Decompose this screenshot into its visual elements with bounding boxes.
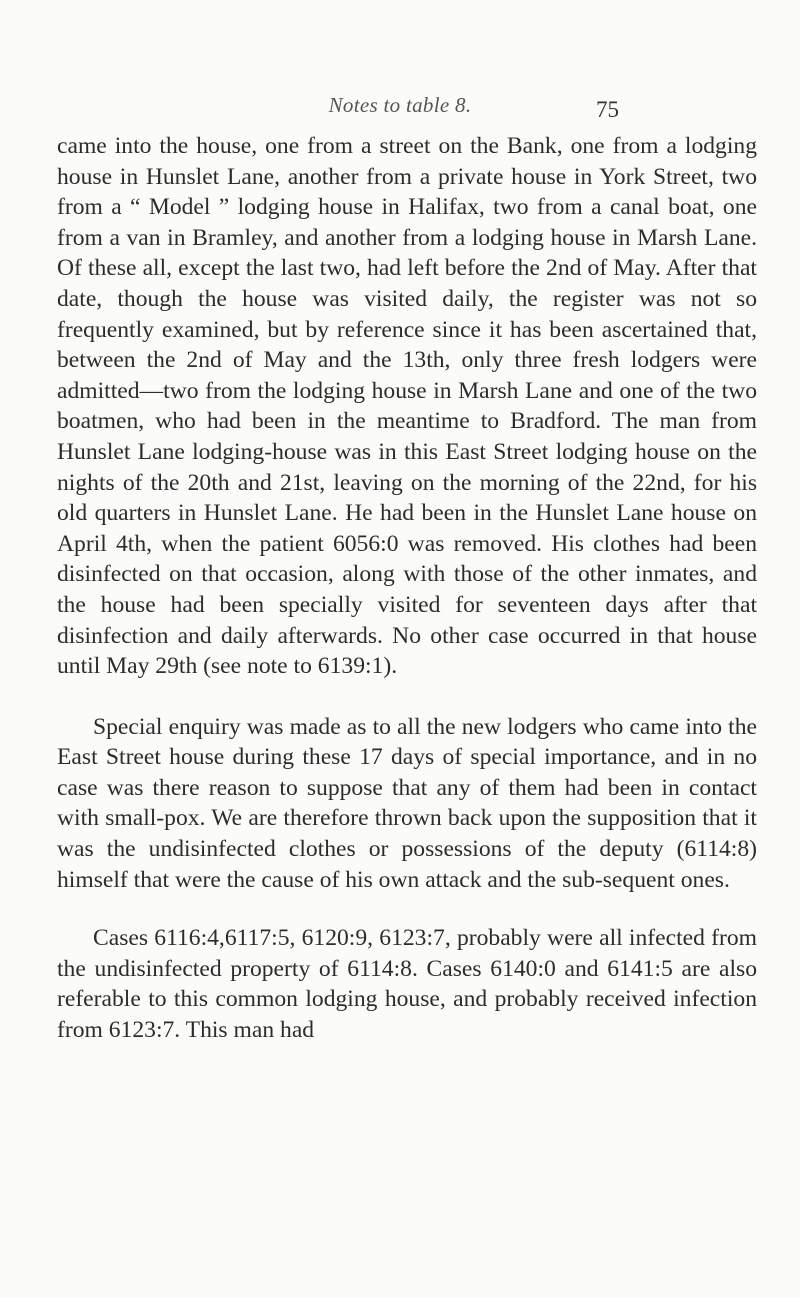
paragraph-2: Special enquiry was made as to all the new lodgers who came into the East Street house during these 17 days of special importance, and in no case was there reason to suppose that any of them had been in contact with small-pox. We are therefore thrown back upon the supposition that it was the undisinfected clothes or possessions of the deputy (6114:8) himself that were the cause of his own attack and the sub-sequent ones. (57, 713, 757, 893)
page-number: 75 (596, 97, 619, 122)
page-header (0, 93, 800, 129)
paragraph-3: Cases 6116:4,6117:5, 6120:9, 6123:7, probably were all infected from the undisinfected property of 6114:8. Cases 6140:0 and 6141:5 are also referable to this common lodging house, and probably received infection from 6123:7. This man had (57, 925, 757, 1044)
running-title: Notes to table 8. (328, 93, 472, 117)
body-text (57, 127, 757, 1046)
paragraph-1: came into the house, one from a street on the Bank, one from a lodging house in Hunslet Lane, another from a private house in York Street, two from a “ Model ” lodging house in Halifax, two from a canal boat, one from a van in Bramley, and another from a lodging house in Marsh Lane. Of these all, except the last two, had left before the 2nd of May. After that date, though the house was visited daily, the register was not so frequently examined, but by reference since it has been ascertained that, between the 2nd of May and the 13th, only three fresh lodgers were admitted—two from the lodging house in Marsh Lane and one of the two boatmen, who had been in the meantime to Bradford. The man from Hunslet Lane lodging-house was in this East Street lodging house on the nights of the 20th and 21st, leaving on the morning of the 22nd, for his old quarters in Hunslet Lane. He had been in the Hunslet Lane house on April 4th, when the patient 6056:0 was removed. His clothes had been disinfected on that occasion, along with those of the other inmates, and the house had been specially visited for seventeen days after that disinfection and daily afterwards. No other case occurred in that house until May 29th (see note to 6139:1). (57, 133, 757, 680)
